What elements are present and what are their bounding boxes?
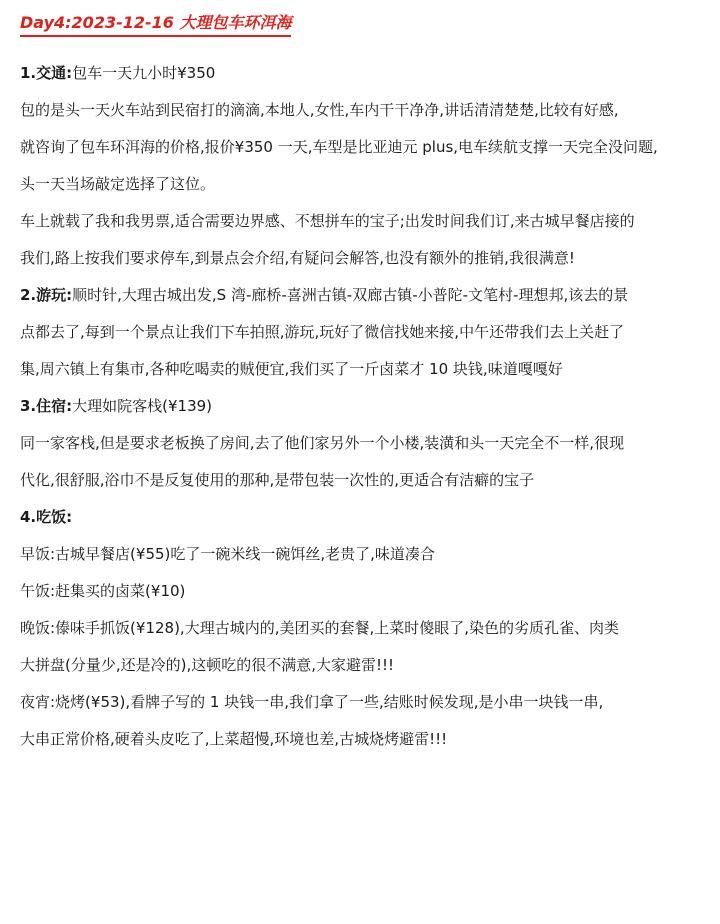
section-heading-label: 3.住宿: xyxy=(20,397,73,415)
page-title: Day4:2023-12-16 大理包车环洱海 xyxy=(20,12,291,37)
paragraph-line: 同一家客栈,但是要求老板换了房间,去了他们家另外一个小楼,装潢和头一天完全不一样,很现 xyxy=(20,434,625,452)
paragraph-line-night-snack: 夜宵:烧烤(¥53),看牌子写的 1 块钱一串,我们拿了一些,结账时候发现,是小串一块钱一串, xyxy=(20,693,604,711)
section-heading-label: 1.交通: xyxy=(20,64,73,82)
section-play-heading xyxy=(20,277,706,314)
paragraph-line: 顺时针,大理古城出发,S 湾-廊桥-喜洲古镇-双廊古镇-小普陀-文笔村-理想邦,该去的景 xyxy=(72,286,629,304)
section-heading-label: 4.吃饭: xyxy=(20,508,73,526)
paragraph-line: 就咨询了包车环洱海的价格,报价¥350 一天,车型是比亚迪元 plus,电车续航支撑一天完全没问题, xyxy=(20,138,658,156)
paragraph-line: 包的是头一天火车站到民宿打的滴滴,本地人,女性,车内干干净净,讲话清清楚楚,比较有好感, xyxy=(20,101,619,119)
paragraph-line: 代化,很舒服,浴巾不是反复使用的那种,是带包装一次性的,更适合有洁癖的宝子 xyxy=(20,471,535,489)
paragraph-line: 车上就载了我和我男票,适合需要边界感、不想拼车的宝子;出发时间我们订,来古城早餐店接的 xyxy=(20,212,635,230)
paragraph-line: 我们,路上按我们要求停车,到景点会介绍,有疑问会解答,也没有额外的推销,我很满意! xyxy=(20,249,575,267)
paragraph-line: 头一天当场敲定选择了这位。 xyxy=(20,175,216,193)
section-heading-value: 包车一天九小时¥350 xyxy=(72,64,216,82)
section-food-heading xyxy=(20,499,706,536)
paragraph-line-breakfast: 早饭:古城早餐店(¥55)吃了一碗米线一碗饵丝,老贵了,味道凑合 xyxy=(20,545,435,563)
paragraph-line: 集,周六镇上有集市,各种吃喝卖的贼便宜,我们买了一斤卤菜才 10 块钱,味道嘎嘎好 xyxy=(20,360,563,378)
paragraph-line: 点都去了,每到一个景点让我们下车拍照,游玩,玩好了微信找她来接,中午还带我们去上关赶了 xyxy=(20,323,625,341)
paragraph-line: 大拼盘(分量少,还是冷的),这顿吃的很不满意,大家避雷!!! xyxy=(20,656,395,674)
paragraph-line: 大串正常价格,硬着头皮吃了,上菜超慢,环境也差,古城烧烤避雷!!! xyxy=(20,730,448,748)
section-heading-label: 2.游玩: xyxy=(20,286,73,304)
section-transport-heading xyxy=(20,55,706,92)
section-stay-heading xyxy=(20,388,706,425)
section-heading-value: 大理如院客栈(¥139) xyxy=(72,397,213,415)
paragraph-line-lunch: 午饭:赶集买的卤菜(¥10) xyxy=(20,582,186,600)
paragraph-line-dinner: 晚饭:傣味手抓饭(¥128),大理古城内的,美团买的套餐,上菜时傻眼了,染色的劣质孔雀、肉类 xyxy=(20,619,620,637)
